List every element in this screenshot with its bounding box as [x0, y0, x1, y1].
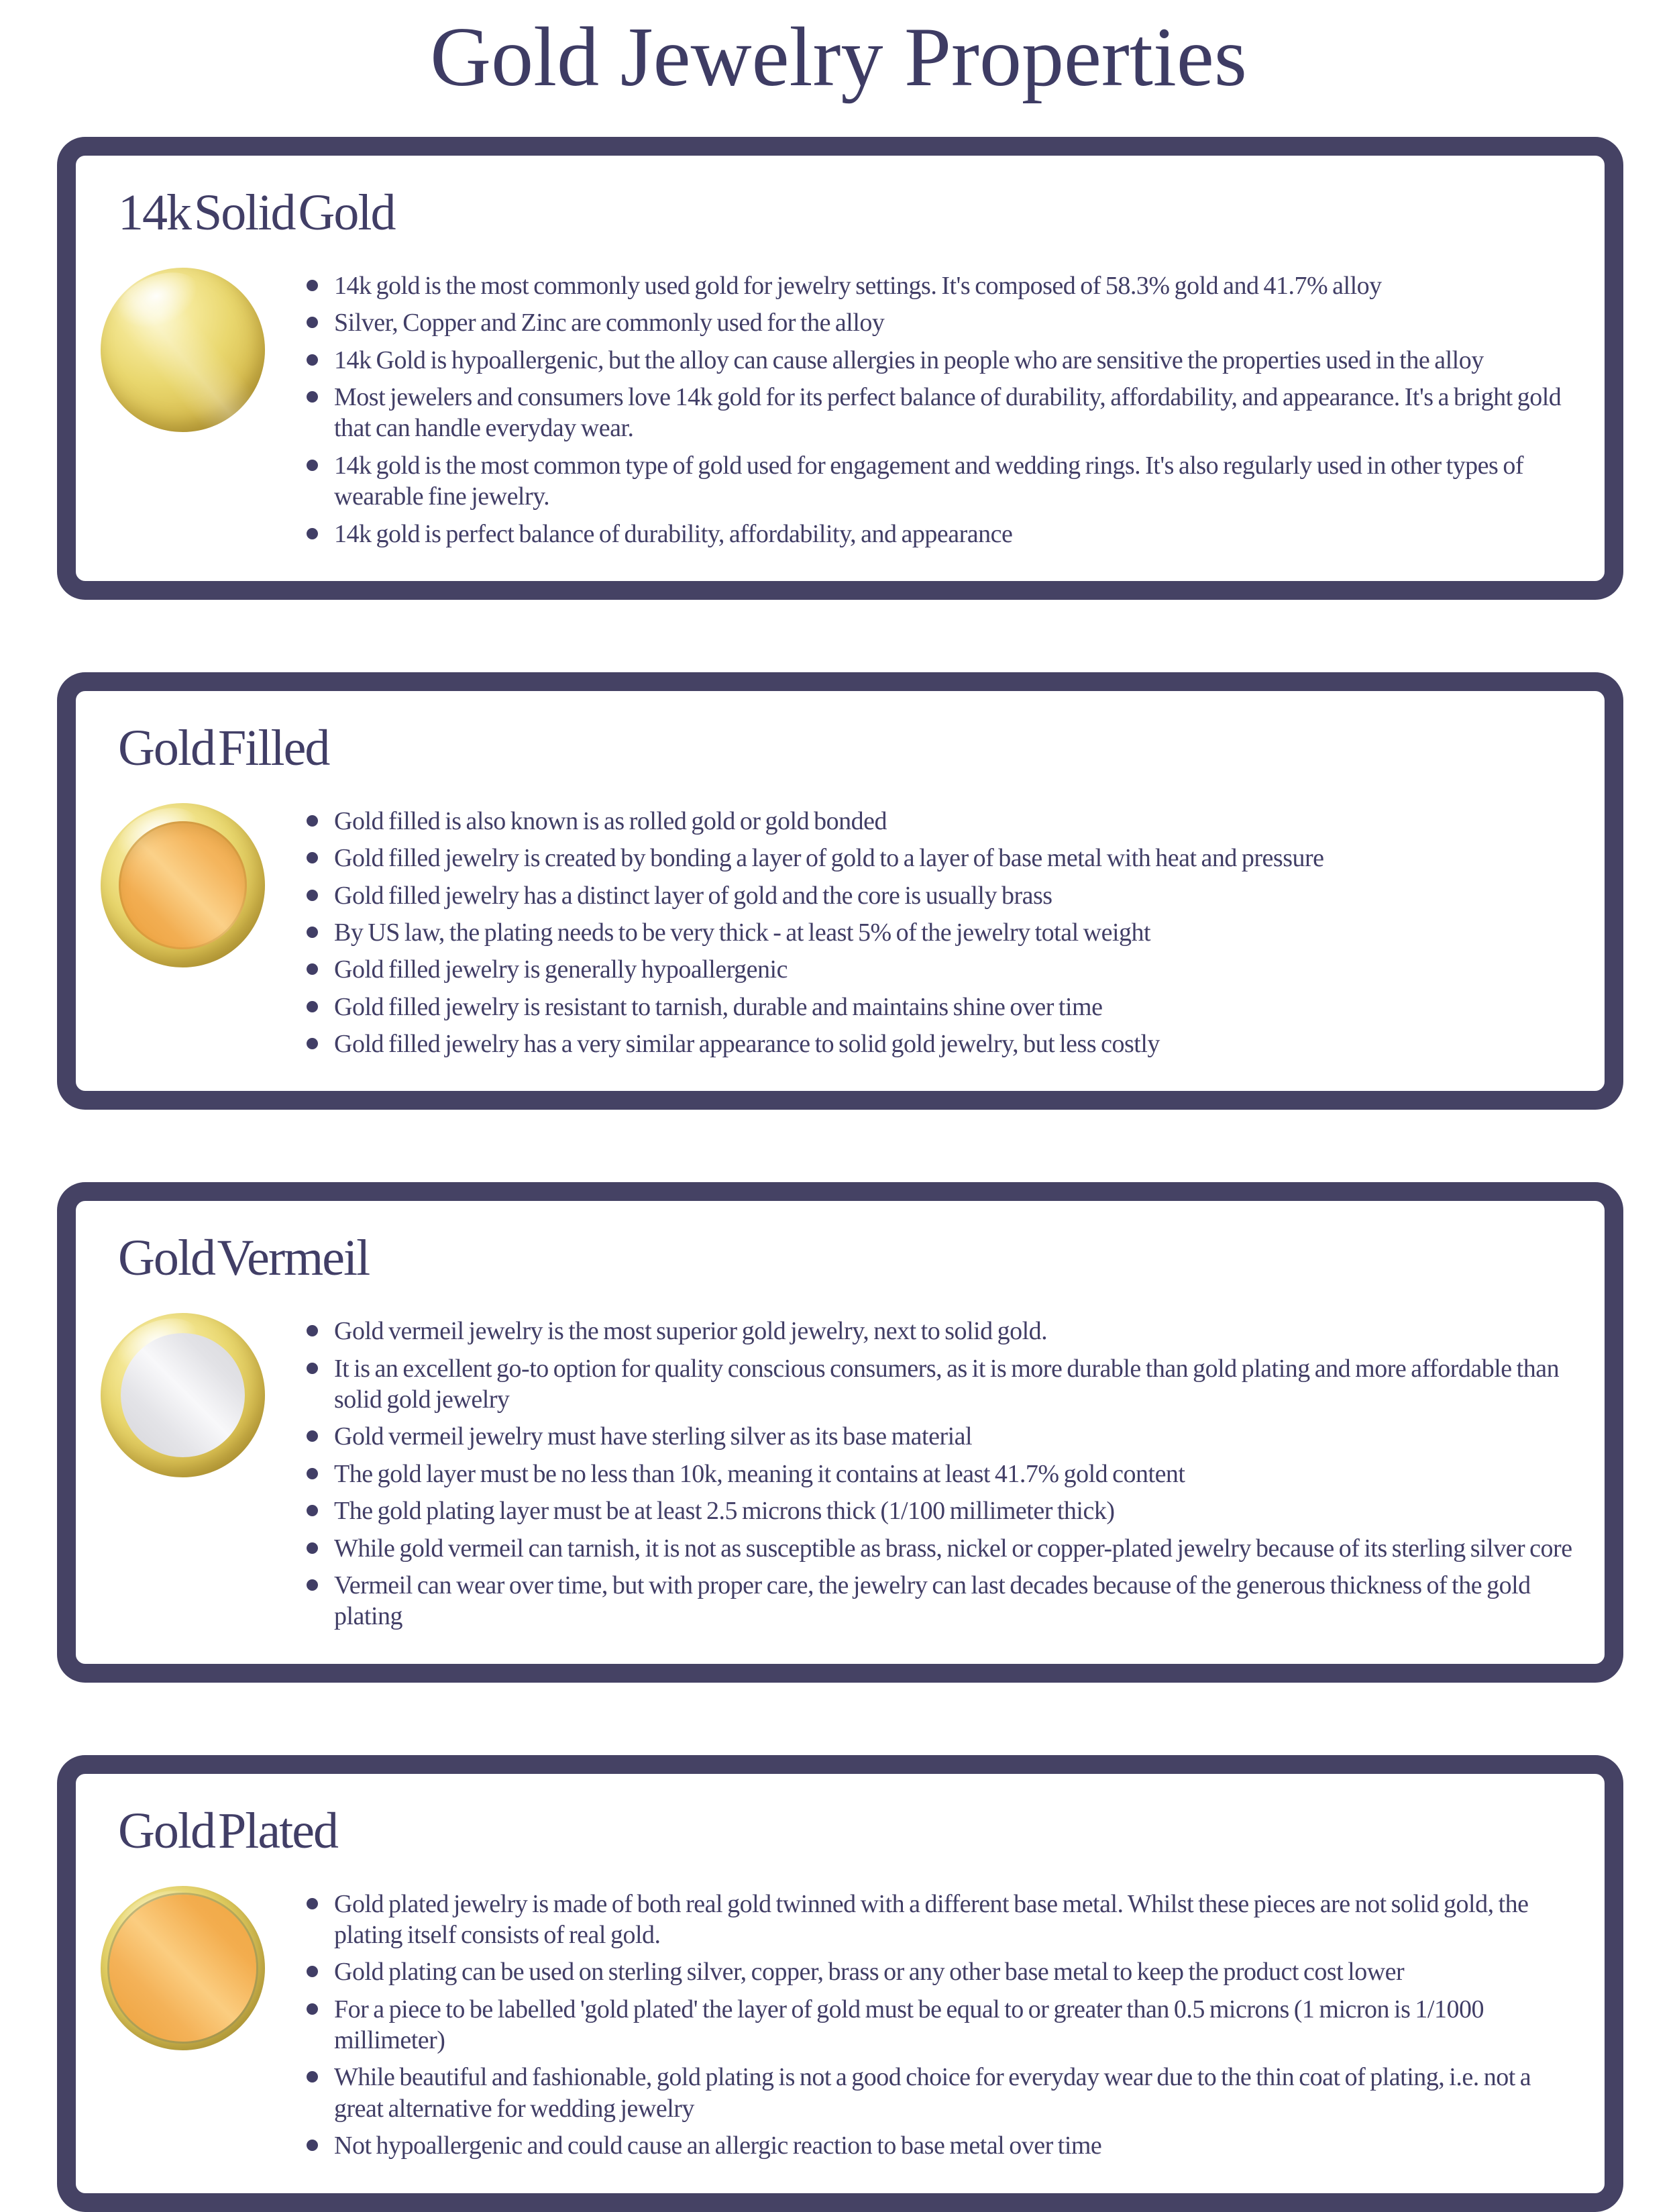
bullet-item: It is an excellent go-to option for quality conscious consumers, as it is more durable than gold plating and more affordable than solid gold jewelry [303, 1353, 1572, 1416]
bullet-item: Gold filled jewelry is generally hypoallergenic [303, 954, 1572, 985]
bullet-item: Gold vermeil jewelry must have sterling silver as its base material [303, 1421, 1572, 1452]
bullet-item: 14k gold is the most common type of gold used for engagement and wedding rings. It's also regularly used in other types of wearable fine jewelry. [303, 450, 1572, 513]
bullet-item: The gold plating layer must be at least 2.5 microns thick (1/100 millimeter thick) [303, 1495, 1572, 1526]
bullet-item: While beautiful and fashionable, gold plating is not a good choice for everyday wear due to the thin coat of plating, i.e. not a great alternative for wedding jewelry [303, 2062, 1572, 2124]
section-body [101, 787, 1576, 1066]
section-title-gold-filled: Gold Filled [118, 719, 329, 776]
section-gold-filled [57, 672, 1623, 1110]
solid-gold-coin-icon [101, 268, 265, 432]
bullet-item: Gold vermeil jewelry is the most superior gold jewelry, next to solid gold. [303, 1316, 1572, 1347]
bullet-item: Gold plating can be used on sterling silver, copper, brass or any other base metal to keep the product cost lower [303, 1956, 1572, 1987]
bullet-item: Most jewelers and consumers love 14k gold for its perfect balance of durability, affordability, and appearance. It's a bright gold that can handle everyday wear. [303, 382, 1572, 444]
bullet-item: The gold layer must be no less than 10k, meaning it contains at least 41.7% gold content [303, 1459, 1572, 1489]
coin-column [101, 1313, 265, 1477]
section-gold-plated [57, 1755, 1623, 2212]
bullet-item: By US law, the plating needs to be very thick - at least 5% of the jewelry total weight [303, 917, 1572, 948]
section-body [101, 252, 1576, 556]
section-gold-vermeil [57, 1182, 1623, 1682]
bullet-item: Gold filled is also known is as rolled gold or gold bonded [303, 806, 1572, 837]
section-body [101, 1297, 1576, 1638]
bullet-item: 14k gold is perfect balance of durability, affordability, and appearance [303, 519, 1572, 549]
bullet-item: Vermeil can wear over time, but with proper care, the jewelry can last decades because of the generous thickness of the gold plating [303, 1570, 1572, 1632]
bullet-list-14k-solid-gold [303, 270, 1576, 556]
bullet-item: 14k Gold is hypoallergenic, but the alloy can cause allergies in people who are sensitive the properties used in the alloy [303, 345, 1572, 376]
bullet-item: Gold filled jewelry has a distinct layer of gold and the core is usually brass [303, 880, 1572, 911]
coin-core [119, 821, 247, 949]
gold-vermeil-coin-icon [101, 1313, 265, 1477]
coin-column [101, 268, 265, 432]
bullet-item: Silver, Copper and Zinc are commonly used for the alloy [303, 307, 1572, 338]
bullet-item: 14k gold is the most commonly used gold for jewelry settings. It's composed of 58.3% gold and 41.7% alloy [303, 270, 1572, 301]
section-title-14k-solid-gold: 14k Solid Gold [118, 185, 395, 241]
coin-column [101, 1886, 265, 2050]
bullet-item: Gold filled jewelry has a very similar appearance to solid gold jewelry, but less costly [303, 1029, 1572, 1059]
coin-core [109, 1895, 256, 2042]
bullet-list-gold-filled [303, 806, 1576, 1066]
page-title: Gold Jewelry Properties [430, 11, 1247, 104]
bullet-item: While gold vermeil can tarnish, it is not as susceptible as brass, nickel or copper-plated jewelry because of its sterling silver core [303, 1533, 1572, 1564]
bullet-item: Gold filled jewelry is resistant to tarnish, durable and maintains shine over time [303, 992, 1572, 1022]
bullet-item: Gold filled jewelry is created by bonding a layer of gold to a layer of base metal with heat and pressure [303, 843, 1572, 874]
bullet-item: Gold plated jewelry is made of both real gold twinned with a different base metal. Whilst these pieces are not solid gold, the plating itself consists of real gold. [303, 1889, 1572, 1951]
bullet-item: For a piece to be labelled 'gold plated' the layer of gold must be equal to or greater than 0.5 microns (1 micron is 1/1000 millimeter) [303, 1994, 1572, 2056]
coin-column [101, 803, 265, 967]
gold-filled-coin-icon [101, 803, 265, 967]
section-14k-solid-gold [57, 137, 1623, 600]
coin-core [121, 1333, 245, 1457]
bullet-list-gold-vermeil [303, 1316, 1576, 1638]
coin-highlight [109, 262, 207, 339]
gold-plated-coin-icon [101, 1886, 265, 2050]
bullet-list-gold-plated [303, 1889, 1576, 2168]
section-title-gold-vermeil: Gold Vermeil [118, 1230, 370, 1287]
section-body [101, 1870, 1576, 2168]
section-title-gold-plated: Gold Plated [118, 1802, 337, 1859]
bullet-item: Not hypoallergenic and could cause an allergic reaction to base metal over time [303, 2130, 1572, 2161]
